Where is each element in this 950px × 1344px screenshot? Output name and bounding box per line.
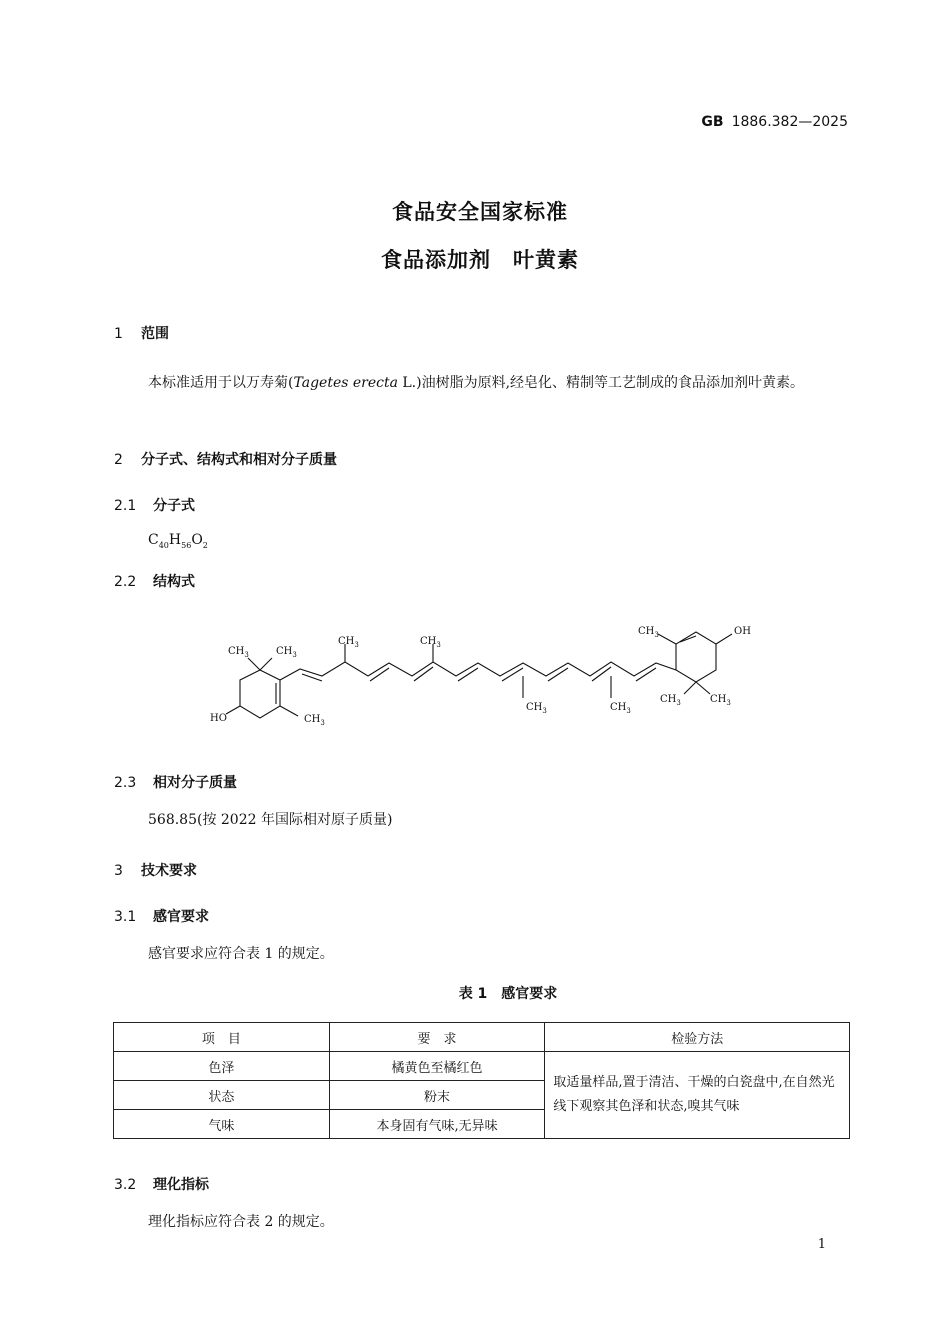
formula-element: H bbox=[168, 532, 182, 548]
methyl-label: $CH_3$ bbox=[276, 646, 297, 659]
methyl-label: $CH_3$ bbox=[660, 694, 681, 707]
section-title: 结构式 bbox=[153, 574, 195, 590]
hydroxyl-label: HO bbox=[210, 713, 227, 724]
scope-text-end: L.)油树脂为原料,经皂化、精制等工艺制成的食品添加剂叶黄素。 bbox=[397, 375, 805, 391]
formula-subscript: 56 bbox=[181, 540, 192, 550]
ring-methyl-bond bbox=[280, 706, 298, 716]
methyl-label: $CH_3$ bbox=[338, 636, 359, 649]
molecular-formula bbox=[148, 532, 208, 550]
section-2-1-heading bbox=[114, 495, 195, 515]
table-cell-item: 状态 bbox=[114, 1081, 330, 1110]
structural-formula-diagram bbox=[190, 614, 770, 734]
section-number: 2.2 bbox=[114, 574, 137, 590]
methyl-label: $CH_3$ bbox=[420, 636, 441, 649]
scope-text-start: 本标准适用于以万寿菊( bbox=[148, 375, 294, 391]
section-number: 3.2 bbox=[114, 1177, 137, 1193]
formula-subscript: 40 bbox=[158, 540, 169, 550]
double-bond bbox=[414, 667, 433, 681]
gem-methyl-bond bbox=[684, 682, 696, 694]
hydroxyl-label: OH bbox=[734, 626, 751, 637]
polyene-chain bbox=[280, 662, 676, 680]
sensory-requirements-table bbox=[113, 1022, 850, 1139]
section-title: 分子式 bbox=[153, 498, 195, 514]
methyl-label: $CH_3$ bbox=[526, 702, 547, 715]
formula-element: C bbox=[148, 532, 159, 548]
methyl-label: $CH_3$ bbox=[638, 626, 659, 639]
methyl-label: $CH_3$ bbox=[710, 694, 731, 707]
section-number: 3.1 bbox=[114, 909, 137, 925]
section-title: 技术要求 bbox=[141, 863, 197, 879]
section-2-heading bbox=[114, 449, 337, 469]
table-cell-method: 取适量样品,置于清洁、干燥的白瓷盘中,在自然光线下观察其色泽和状态,嗅其气味 bbox=[545, 1052, 850, 1139]
table-cell-requirement: 本身固有气味,无异味 bbox=[329, 1110, 545, 1139]
section-2-2-heading bbox=[114, 571, 195, 591]
formula-subscript: 2 bbox=[202, 540, 208, 550]
document-title: 食品安全国家标准 bbox=[392, 200, 568, 224]
section-number: 3 bbox=[114, 863, 123, 879]
table-cell-requirement: 粉末 bbox=[329, 1081, 545, 1110]
double-bond bbox=[636, 668, 656, 681]
table-header-row bbox=[114, 1023, 850, 1052]
table-1-caption: 表 1 感官要求 bbox=[458, 986, 558, 1002]
section-title: 范围 bbox=[141, 326, 169, 342]
double-bond bbox=[502, 668, 523, 681]
section-3-1-heading bbox=[114, 906, 209, 926]
section-number: 1 bbox=[114, 326, 123, 342]
gem-methyl-bond bbox=[248, 658, 260, 670]
section-title: 相对分子质量 bbox=[153, 775, 237, 791]
physicochemical-intro-text: 理化指标应符合表 2 的规定。 bbox=[148, 1214, 334, 1230]
right-ring bbox=[676, 632, 716, 682]
bond-lines bbox=[226, 632, 732, 718]
scope-paragraph bbox=[114, 370, 850, 396]
double-bond bbox=[370, 668, 389, 681]
table-cell-requirement: 橘黄色至橘红色 bbox=[329, 1052, 545, 1081]
section-2-3-heading bbox=[114, 772, 237, 792]
hydroxyl-bond bbox=[226, 706, 240, 714]
gem-methyl-bond bbox=[260, 658, 272, 670]
formula-element: O bbox=[191, 532, 203, 548]
gem-methyl-bond bbox=[696, 682, 710, 694]
ring-methyl-bond bbox=[658, 634, 676, 644]
section-title: 感官要求 bbox=[153, 909, 209, 925]
section-3-heading bbox=[114, 860, 197, 880]
double-bond bbox=[592, 667, 611, 681]
table-header-cell: 检验方法 bbox=[545, 1023, 850, 1052]
section-3-2-heading bbox=[114, 1174, 209, 1194]
table-cell-item: 色泽 bbox=[114, 1052, 330, 1081]
section-number: 2.1 bbox=[114, 498, 137, 514]
table-header-cell: 项 目 bbox=[114, 1023, 330, 1052]
section-number: 2.3 bbox=[114, 775, 137, 791]
standard-prefix: GB bbox=[701, 114, 724, 130]
standard-number: 1886.382—2025 bbox=[731, 114, 848, 130]
latin-name: Tagetes erecta bbox=[293, 375, 398, 391]
double-bond bbox=[548, 668, 568, 681]
table-cell-item: 气味 bbox=[114, 1110, 330, 1139]
table-header-cell: 要 求 bbox=[329, 1023, 545, 1052]
left-ring bbox=[240, 670, 280, 718]
section-title: 分子式、结构式和相对分子质量 bbox=[141, 452, 337, 468]
methyl-label: $CH_3$ bbox=[228, 646, 249, 659]
methyl-label: $CH_3$ bbox=[610, 702, 631, 715]
page-number: 1 bbox=[817, 1237, 826, 1252]
methyl-label: $CH_3$ bbox=[304, 714, 325, 727]
hydroxyl-bond bbox=[716, 634, 732, 644]
molecular-mass-text: 568.85(按 2022 年国际相对原子质量) bbox=[148, 812, 393, 828]
section-1-heading bbox=[114, 323, 169, 343]
double-bond bbox=[458, 668, 478, 681]
document-subtitle: 食品添加剂 叶黄素 bbox=[381, 248, 579, 272]
section-title: 理化指标 bbox=[153, 1177, 209, 1193]
table-row bbox=[114, 1052, 850, 1081]
section-number: 2 bbox=[114, 452, 123, 468]
standard-code bbox=[701, 114, 848, 130]
sensory-intro-text: 感官要求应符合表 1 的规定。 bbox=[148, 946, 334, 962]
